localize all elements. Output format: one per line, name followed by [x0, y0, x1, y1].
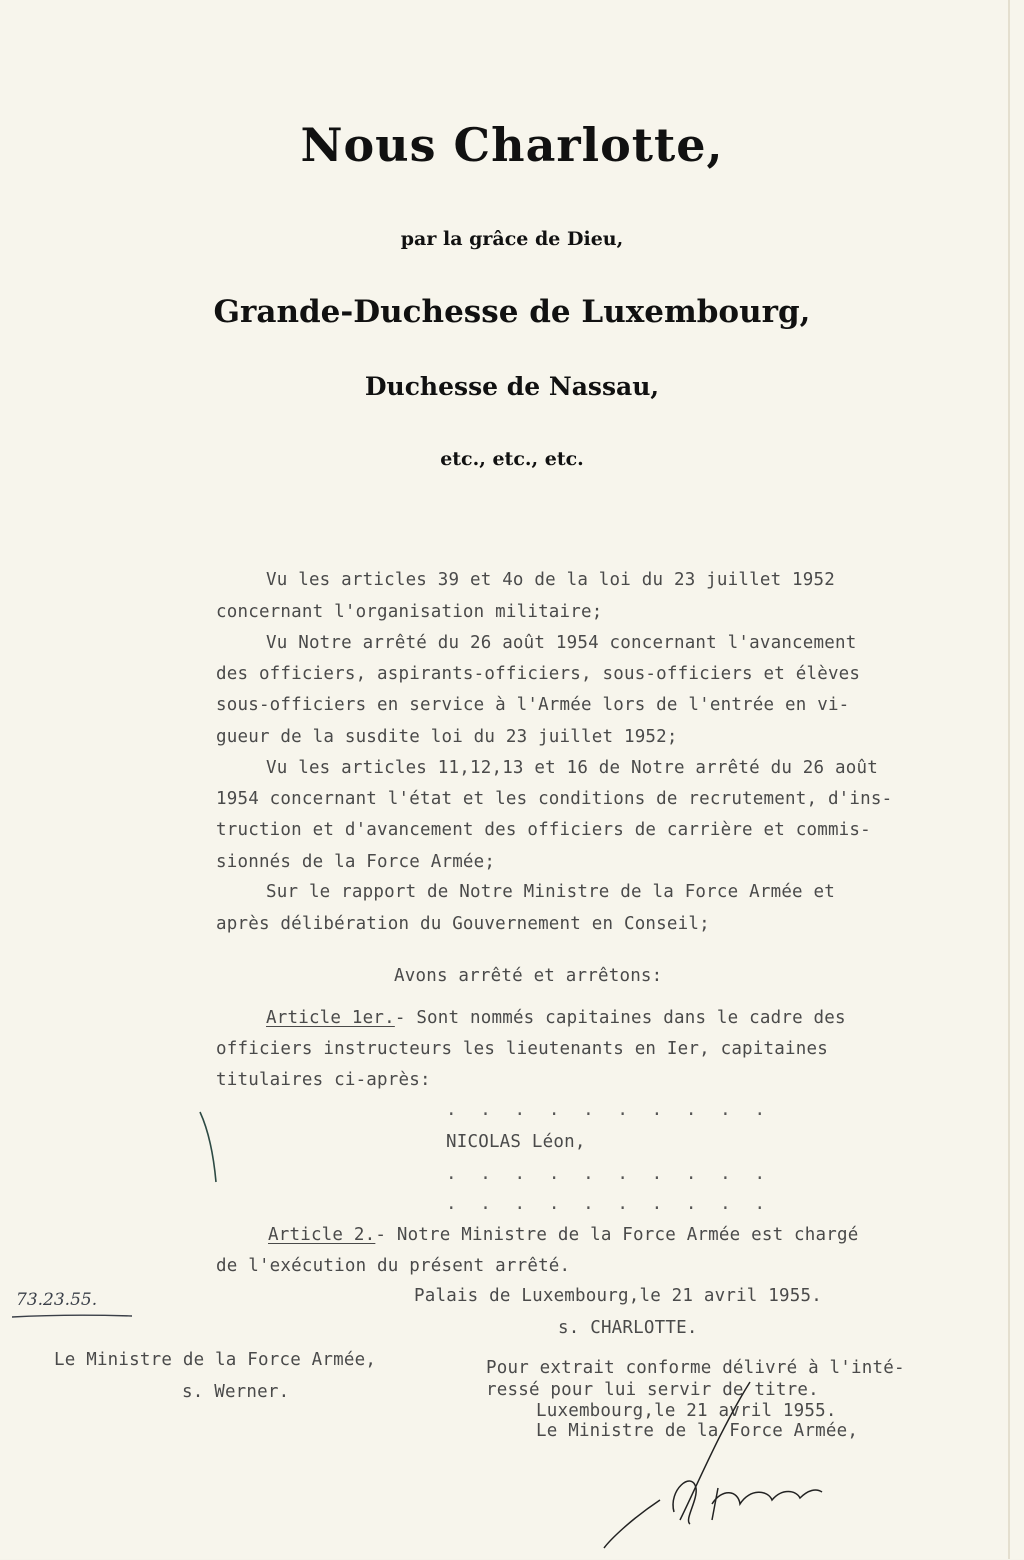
body-line: Sur le rapport de Notre Ministre de la Force Armée et: [266, 882, 836, 902]
body-line: sionnés de la Force Armée;: [216, 852, 496, 872]
body-line: des officiers, aspirants-officiers, sous-officiers et élèves: [216, 664, 861, 684]
heading-etc: etc., etc., etc.: [440, 448, 584, 470]
extract-line: Le Ministre de la Force Armée,: [536, 1421, 859, 1441]
extract-line: Luxembourg,le 21 avril 1955.: [536, 1401, 837, 1421]
extract-line: ressé pour lui servir de titre.: [486, 1380, 819, 1400]
article-2-text: - Notre Ministre de la Force Armée est chargé: [375, 1225, 859, 1245]
margin-bracket-mark: [196, 1108, 226, 1188]
body-line: après délibération du Gouvernement en Conseil;: [216, 914, 710, 934]
elision-dots: . . . . . . . . . .: [446, 1164, 772, 1184]
minister-signature: s. Werner.: [182, 1382, 290, 1402]
article-1-line: [266, 1008, 846, 1028]
article-2-line: [268, 1225, 858, 1245]
article-2-label: Article 2.: [268, 1225, 376, 1245]
article-1-text: - Sont nommés capitaines dans le cadre des: [394, 1008, 846, 1028]
body-line: officiers instructeurs les lieutenants en Ier, capitaines: [216, 1039, 828, 1059]
avons-arrete: Avons arrêté et arrêtons:: [394, 966, 663, 986]
elision-dots: . . . . . . . . . .: [446, 1100, 772, 1120]
body-line: truction et d'avancement des officiers de carrière et commis-: [216, 820, 871, 840]
body-line: Vu les articles 39 et 4o de la loi du 23 juillet 1952: [266, 570, 836, 590]
extract-line: Pour extrait conforme délivré à l'inté-: [486, 1358, 905, 1378]
body-line: concernant l'organisation militaire;: [216, 602, 603, 622]
body-line: 1954 concernant l'état et les conditions de recrutement, d'ins-: [216, 789, 893, 809]
officer-name: NICOLAS Léon,: [446, 1132, 586, 1152]
margin-note: 73.23.55.: [16, 1290, 98, 1310]
place-date: Palais de Luxembourg,le 21 avril 1955.: [414, 1286, 822, 1306]
body-line: de l'exécution du présent arrêté.: [216, 1256, 571, 1276]
heading-nous-charlotte: Nous Charlotte,: [300, 118, 724, 172]
body-line: titulaires ci-après:: [216, 1070, 431, 1090]
body-line: sous-officiers en service à l'Armée lors de l'entrée en vi-: [216, 695, 850, 715]
elision-dots: . . . . . . . . . .: [446, 1194, 772, 1214]
heading-grande-duchesse: Grande-Duchesse de Luxembourg,: [213, 294, 811, 330]
signature-charlotte: s. CHARLOTTE.: [558, 1318, 698, 1338]
heading-duchesse-nassau: Duchesse de Nassau,: [364, 372, 660, 401]
body-line: Vu les articles 11,12,13 et 16 de Notre arrêté du 26 août: [266, 758, 878, 778]
handwritten-signature: [600, 1370, 840, 1560]
article-1-label: Article 1er.: [266, 1008, 395, 1028]
body-line: gueur de la susdite loi du 23 juillet 1952;: [216, 727, 678, 747]
body-line: Vu Notre arrêté du 26 août 1954 concernant l'avancement: [266, 633, 857, 653]
minister-title: Le Ministre de la Force Armée,: [54, 1350, 377, 1370]
heading-par-la-grace: par la grâce de Dieu,: [400, 228, 624, 250]
margin-note-underline: [8, 1311, 138, 1323]
